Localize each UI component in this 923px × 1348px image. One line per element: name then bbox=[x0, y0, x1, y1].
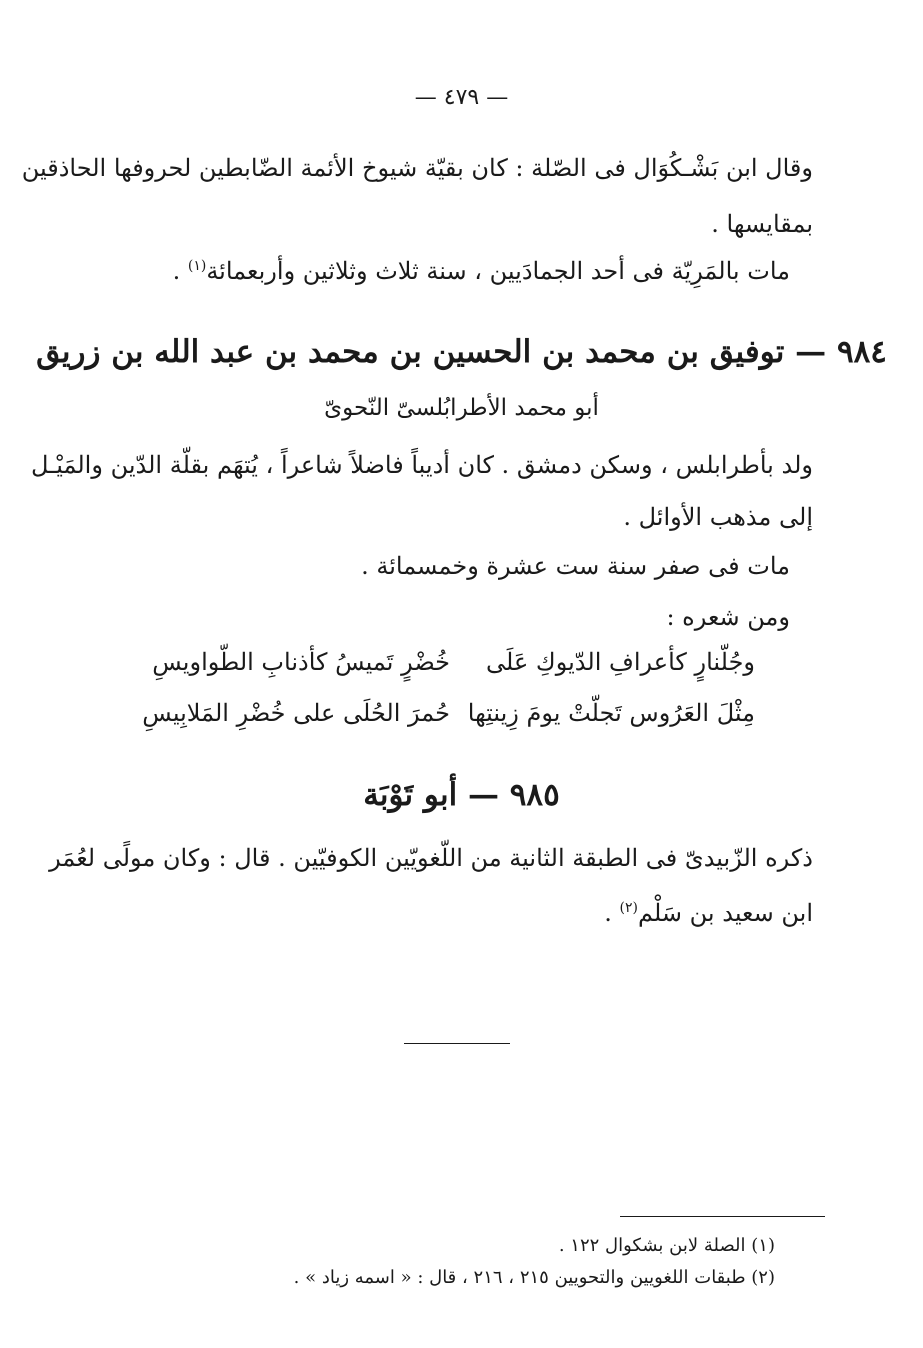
entry-prev-line-2: بمقايسها . bbox=[711, 210, 813, 238]
entry-984-heading: ٩٨٤ — توفيق بن محمد بن الحسين بن محمد بن عبد الله بن زريق bbox=[36, 334, 887, 370]
death-text: مات بالمَرِيّة فى أحد الجمادَيين ، سنة ثلاث وثلاثين وأربعمائة bbox=[206, 257, 790, 285]
page-number: — ٤٧٩ — bbox=[414, 85, 509, 110]
entry-984-subheading: أبو محمد الأطرابُلسىّ النّحوىّ bbox=[324, 395, 599, 421]
entry-985-heading: ٩٨٥ — أبو تَوْبَة bbox=[363, 777, 560, 813]
footnote-rule bbox=[620, 1216, 825, 1217]
verse-2-second-hemistich: حُمرَ الحُلَى على خُضْرِ المَلابِيسِ bbox=[142, 699, 450, 727]
entry-prev-line-1: وقال ابن بَشْـكُوَال فى الصّلة : كان بقيّة شيوخ الأئمة الضّابطين لحروفها الحاذقين bbox=[21, 154, 813, 182]
entry-985-line-2-text: ابن سعيد بن سَلْم bbox=[637, 899, 813, 927]
entry-984-line-3: مات فى صفر سنة ست عشرة وخمسمائة . bbox=[361, 552, 790, 580]
footnote-1: (١) الصلة لابن بشكوال ١٢٢ . bbox=[558, 1235, 775, 1256]
entry-984-line-2: إلى مذهب الأوائل . bbox=[623, 503, 813, 531]
entry-985-line-1: ذكره الزّبيدىّ فى الطبقة الثانية من اللّغويّين الكوفيّين . قال : وكان مولًى لعُمَر bbox=[49, 844, 813, 872]
footnote-ref-1: (١) bbox=[187, 258, 207, 274]
verse-1-second-hemistich: خُضْرٍ تَميسُ كأذنابِ الطّواويسِ bbox=[152, 648, 450, 676]
line-end-mark: . bbox=[172, 257, 188, 285]
poetry-intro: ومن شعره : bbox=[666, 603, 790, 631]
entry-prev-line-3 bbox=[173, 256, 790, 286]
verse-2-first-hemistich: مِثْلَ العَرُوس تَجلّتْ يومَ زِينتِها bbox=[467, 699, 755, 727]
footnote-ref-2: (٢) bbox=[619, 900, 638, 916]
entry-985-line-2 bbox=[604, 898, 813, 928]
footnote-2: (٢) طبقات اللغويين والتحويين ٢١٥ ، ٢١٦ ، قال : « اسمه زياد » . bbox=[293, 1267, 775, 1288]
entry-984-line-1: ولد بأطرابلس ، وسكن دمشق . كان أديباً فاضلاً شاعراً ، يُتهَم بقلّة الدّين والمَيْـل bbox=[31, 451, 813, 479]
line-end-mark: . bbox=[604, 899, 620, 927]
section-separator bbox=[404, 1043, 510, 1044]
verse-1-first-hemistich: وجُلّنارٍ كأعرافِ الدّيوكِ عَلَى bbox=[486, 648, 755, 676]
